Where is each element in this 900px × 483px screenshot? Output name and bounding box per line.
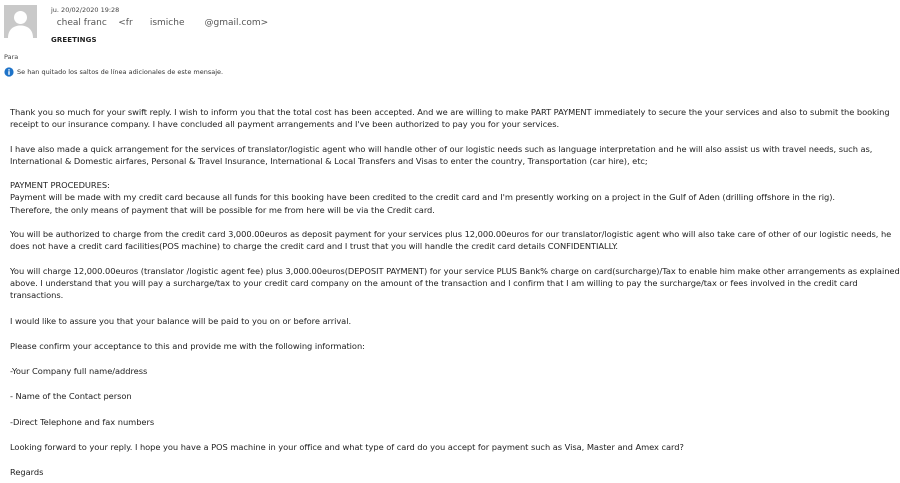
- paragraph-closing: [10, 441, 898, 453]
- body-line: - Name of the Contact person: [10, 391, 132, 402]
- body-line: International & Domestic airfares, Personal & Travel Insurance, International & Local Transfers and Visas to enter the country, Transportation (car hire), etc;: [10, 155, 648, 166]
- body-line: You will charge 12,000.00euros (translator /logistic agent fee) plus 3,000.00euros(DEPOSIT PAYMENT) for your service PLUS Bank% charge on card(surcharge)/Tax to enable him make other arrangements as explained: [10, 265, 900, 276]
- sender-address[interactable]: cheal franc <fr ismiche @gmail.com>: [51, 18, 269, 28]
- body-line: I have also made a quick arrangement for the services of translator/logistic agent who will handle other of our logistic needs such as language interpretation and he will also assist us with travel needs, such as,: [10, 143, 873, 154]
- paragraph-arrangement: [10, 143, 898, 168]
- body-line: PAYMENT PROCEDURES:: [10, 180, 110, 191]
- message-subject: GREETINGS: [51, 36, 97, 44]
- list-item-phone: [10, 416, 898, 428]
- body-line: above. I understand that you will pay a surcharge/tax to your credit card company on the amount of the transaction and I confirm that I am willing to pay the surcharge/tax or fees involved in the credit card: [10, 277, 858, 288]
- paragraph-assurance: [10, 315, 898, 327]
- message-body: [10, 106, 898, 479]
- info-icon: [4, 67, 14, 77]
- sign-off: [10, 466, 898, 478]
- body-line: Please confirm your acceptance to this and provide me with the following information:: [10, 340, 365, 351]
- body-line: receipt to our insurance company. I have concluded all payment arrangements and I've been authorized to pay you for your services.: [10, 119, 560, 130]
- message-date: ju. 20/02/2020 19:28: [51, 6, 120, 14]
- notice-text: Se han quitado los saltos de línea adicionales de este mensaje.: [17, 67, 224, 76]
- body-line: You will be authorized to charge from the credit card 3,000.00euros as deposit payment for your services plus 12,000.00euros for our translator/logistic agent who will also take care of other of our logistic needs, he: [10, 229, 892, 240]
- body-line: -Your Company full name/address: [10, 366, 148, 377]
- paragraph-charges: [10, 265, 898, 302]
- paragraph-thanks: [10, 106, 898, 131]
- body-line: Thank you so much for your swift reply. I wish to inform you that the total cost has been accepted. And we are willing to make PART PAYMENT immediately to secure the your services and also to submit the booking: [10, 107, 890, 117]
- body-line: Looking forward to your reply. I hope you have a POS machine in your office and what type of card do you accept for payment such as Visa, Master and Amex card?: [10, 442, 684, 453]
- body-line: I would like to assure you that your balance will be paid to you on or before arrival.: [10, 315, 352, 326]
- line-breaks-notice[interactable]: [4, 66, 223, 77]
- person-silhouette-icon[interactable]: [4, 5, 37, 38]
- body-line: Regards: [10, 467, 44, 478]
- to-label: Para: [4, 53, 19, 61]
- body-line: does not have a credit card facilities(POS machine) to charge the credit card and I trust that you will handle the credit card details CONFIDENTIALLY.: [10, 241, 619, 252]
- list-item-company: [10, 365, 898, 377]
- body-line: transactions.: [10, 290, 64, 301]
- list-item-contact: [10, 390, 898, 402]
- body-line: -Direct Telephone and fax numbers: [10, 416, 155, 427]
- body-line: Payment will be made with my credit card because all funds for this booking have been credited to the credit card and I'm presently working on a project in the Gulf of Aden (drilling offshore in the rig).: [10, 192, 836, 203]
- paragraph-payment-procedures: [10, 179, 898, 216]
- message-header: [0, 0, 900, 52]
- body-line: Therefore, the only means of payment that will be possible for me from here will be via the Credit card.: [10, 204, 435, 215]
- paragraph-authorization: [10, 228, 898, 253]
- paragraph-confirm: [10, 340, 898, 352]
